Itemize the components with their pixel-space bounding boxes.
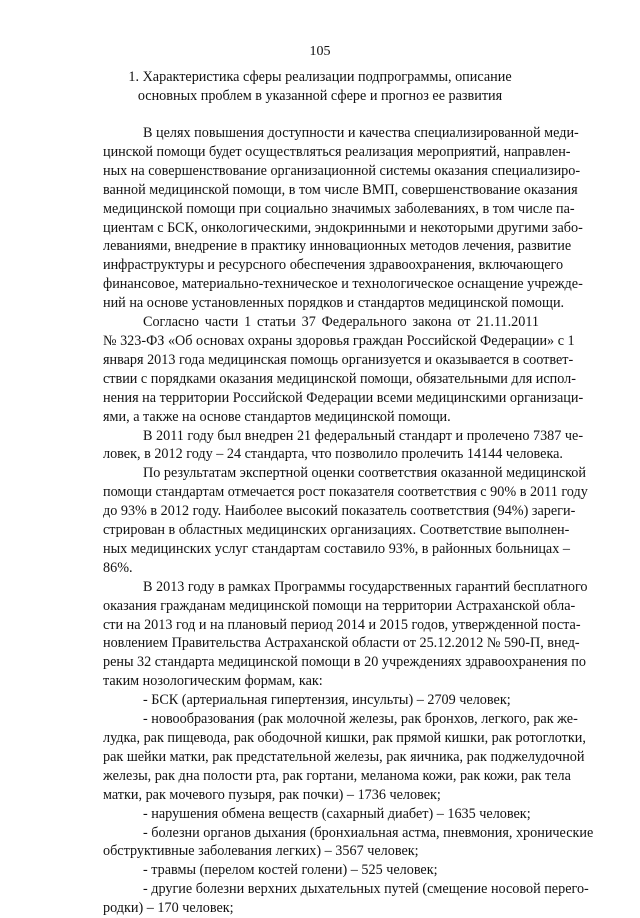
body-line: сти на 2013 год и на плановый период 2014 и 2015 годов, утвержденной поста- — [103, 616, 581, 633]
body-line: матки, рак мочевого пузыря, рак почки) – 1736 человек; — [103, 786, 441, 803]
body-line: таким нозологическим формам, как: — [103, 673, 323, 690]
body-line: ями, а также на основе стандартов медицинской помощи. — [103, 408, 451, 425]
body-line: 86%. — [103, 559, 133, 576]
body-line: ний на основе установленных порядков и стандартов медицинской помощи. — [103, 295, 565, 312]
body-line: нения на территории Российской Федерации всеми медицинскими организаци- — [103, 389, 584, 406]
body-line: - новообразования (рак молочной железы, рак бронхов, легкого, рак же- — [143, 711, 578, 728]
body-line: медицинской помощи при социально значимых заболеваниях, в том числе па- — [103, 200, 575, 217]
section-heading — [110, 68, 530, 106]
body-line: леваниями, внедрение в практику инновационных методов лечения, развитие — [103, 238, 572, 255]
section-heading-line: основных проблем в указанной сфере и прогноз ее развития — [137, 88, 503, 104]
body-line: - БСК (артериальная гипертензия, инсульты) – 2709 человек; — [143, 692, 511, 709]
body-line: родки) – 170 человек; — [103, 900, 234, 917]
body-line: № 323-ФЗ «Об основах охраны здоровья граждан Российской Федерации» с 1 — [103, 332, 575, 349]
body-line: цинской помощи будет осуществляться реализация мероприятий, направлен- — [103, 143, 571, 160]
body-line: новлением Правительства Астраханской области от 25.12.2012 № 590-П, внед- — [103, 635, 580, 652]
body-line: - нарушения обмена веществ (сахарный диабет) – 1635 человек; — [143, 805, 531, 822]
body-line: - другие болезни верхних дыхательных путей (смещение носовой перего- — [143, 881, 589, 898]
section-heading-line: 1. Характеристика сферы реализации подпрограммы, описание — [128, 69, 512, 85]
body-line: ных медицинских услуг стандартам составило 93%, в районных больницах – — [103, 540, 570, 557]
body-line: помощи стандартам отмечается рост показателя соответствия с 90% в 2011 году — [103, 484, 588, 501]
body-line: обструктивные заболевания легких) – 3567 человек; — [103, 843, 419, 860]
body-line: рак шейки матки, рак предстательной железы, рак яичника, рак поджелудочной — [103, 748, 585, 765]
body-line: стрирован в областных медицинских организациях. Соответствие выполнен- — [103, 522, 570, 539]
body-line: ных на совершенствование организационной системы оказания специализиро- — [103, 162, 581, 179]
body-line: января 2013 года медицинская помощь организуется и оказывается в соответ- — [103, 351, 574, 368]
body-line: финансовое, материально-техническое и технологическое оснащение учрежде- — [103, 276, 583, 293]
body-line: ванной медицинской помощи, в том числе ВМП, совершенствование оказания — [103, 181, 578, 198]
page-number: 105 — [309, 44, 331, 59]
body-line: до 93% в 2012 году. Наиболее высокий показатель соответствия (94%) зареги- — [103, 503, 576, 520]
body-line: - болезни органов дыхания (бронхиальная астма, пневмония, хронические — [143, 824, 594, 841]
body-line: - травмы (перелом костей голени) – 525 человек; — [143, 862, 438, 879]
body-line: лудка, рак пищевода, рак ободочной кишки, рак прямой кишки, рак ротоглотки, — [103, 730, 586, 746]
body-line: Согласно части 1 статьи 37 Федерального закона от 21.11.2011 — [143, 314, 539, 331]
body-line: В 2013 году в рамках Программы государственных гарантий бесплатного — [143, 578, 588, 595]
body-line: ствии с порядками оказания медицинской помощи, обязательными для испол- — [103, 370, 576, 387]
body-line: В целях повышения доступности и качества специализированной меди- — [143, 125, 579, 141]
body-line: ловек, в 2012 году – 24 стандарта, что позволило пролечить 14144 человека. — [103, 446, 563, 463]
body-line: В 2011 году был внедрен 21 федеральный стандарт и пролечено 7387 че- — [143, 427, 584, 444]
body-line: рены 32 стандарта медицинской помощи в 20 учреждениях здравоохранения по — [103, 654, 586, 671]
body-line: По результатам экспертной оценки соответствия оказанной медицинской — [143, 465, 586, 482]
body-line: инфраструктуры и ресурсного обеспечения здравоохранения, включающего — [103, 257, 564, 274]
body-line: оказания гражданам медицинской помощи на территории Астраханской обла- — [103, 597, 576, 614]
body-line: циентам с БСК, онкологическими, эндокринными и некоторыми другими забо- — [103, 219, 583, 236]
body-line: железы, рак дна полости рта, рак гортани, меланома кожи, рак кожи, рак тела — [103, 767, 571, 784]
body-text — [103, 124, 594, 918]
